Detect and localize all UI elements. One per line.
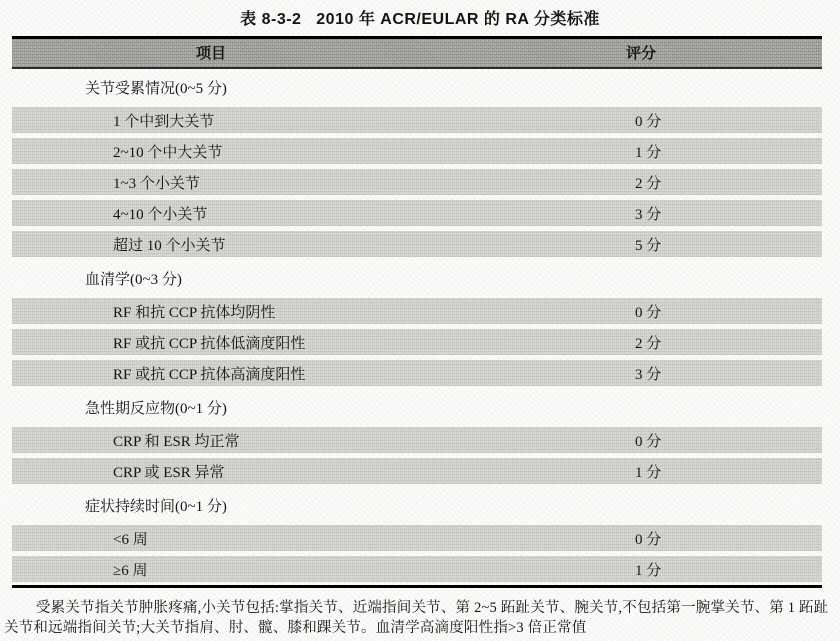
score-cell: 0 分: [635, 304, 662, 321]
score-cell: 3 分: [635, 366, 662, 383]
table-row: [12, 167, 822, 198]
column-header-item: 项目: [195, 45, 226, 62]
score-cell: 5 分: [635, 237, 662, 254]
item-cell: 1 个中到大关节: [113, 113, 215, 130]
row-band: [12, 329, 822, 355]
section-header: 血清学(0~3 分): [85, 271, 182, 288]
row-band: [12, 231, 822, 257]
row-band: [12, 107, 822, 133]
table-row: [12, 296, 822, 327]
row-band: [12, 298, 822, 324]
table-row: [12, 327, 822, 358]
row-band: [12, 169, 822, 195]
row-band: [12, 427, 822, 453]
item-cell: RF 或抗 CCP 抗体低滴度阳性: [113, 335, 306, 352]
row-band: [12, 360, 822, 386]
section-header: 症状持续时间(0~1 分): [85, 498, 227, 515]
row-band: [12, 138, 822, 164]
table-row: [12, 358, 822, 389]
item-cell: CRP 或 ESR 异常: [113, 464, 225, 481]
item-cell: <6 周: [113, 531, 148, 548]
score-cell: 2 分: [635, 175, 662, 192]
table-body: [12, 69, 822, 588]
table-row: [12, 136, 822, 167]
section-header: 急性期反应物(0~1 分): [85, 400, 227, 417]
item-cell: ≥6 周: [113, 562, 148, 579]
table-row: [12, 229, 822, 260]
item-cell: RF 和抗 CCP 抗体均阴性: [113, 304, 276, 321]
section-header: 关节受累情况(0~5 分): [85, 80, 227, 97]
item-cell: 超过 10 个小关节: [113, 237, 226, 254]
column-header-score: 评分: [625, 45, 656, 62]
score-cell: 1 分: [635, 464, 662, 481]
table-footnote: 受累关节指关节肿胀疼痛,小关节包括:掌指关节、近端指间关节、第 2~5 跖趾关节、腕关节,不包括第一腕掌关节、第 1 跖趾关节和远端指间关节;大关节指肩、肘、髋、膝和踝关节。血清学高滴度阳性指>3 倍正常值: [4, 600, 829, 636]
item-cell: RF 或抗 CCP 抗体高滴度阳性: [113, 366, 306, 383]
item-cell: CRP 和 ESR 均正常: [113, 433, 240, 450]
table-row: [12, 554, 822, 585]
row-band: [12, 200, 822, 226]
score-cell: 0 分: [635, 531, 662, 548]
criteria-table: [12, 36, 822, 588]
score-cell: 1 分: [635, 144, 662, 161]
score-cell: 1 分: [635, 562, 662, 579]
table-row: [12, 425, 822, 456]
row-band: [12, 525, 822, 551]
item-cell: 1~3 个小关节: [113, 175, 200, 192]
item-cell: 4~10 个小关节: [113, 206, 208, 223]
table-row: [12, 456, 822, 487]
table-caption: 表 8-3-2 2010 年 ACR/EULAR 的 RA 分类标准: [240, 11, 600, 28]
score-cell: 0 分: [635, 433, 662, 450]
score-cell: 3 分: [635, 206, 662, 223]
score-cell: 2 分: [635, 335, 662, 352]
table-row: [12, 198, 822, 229]
table-row: [12, 523, 822, 554]
table-row: [12, 105, 822, 136]
row-band: [12, 556, 822, 582]
score-cell: 0 分: [635, 113, 662, 130]
item-cell: 2~10 个中大关节: [113, 144, 223, 161]
row-band: [12, 458, 822, 484]
table-header-row: [12, 36, 822, 69]
